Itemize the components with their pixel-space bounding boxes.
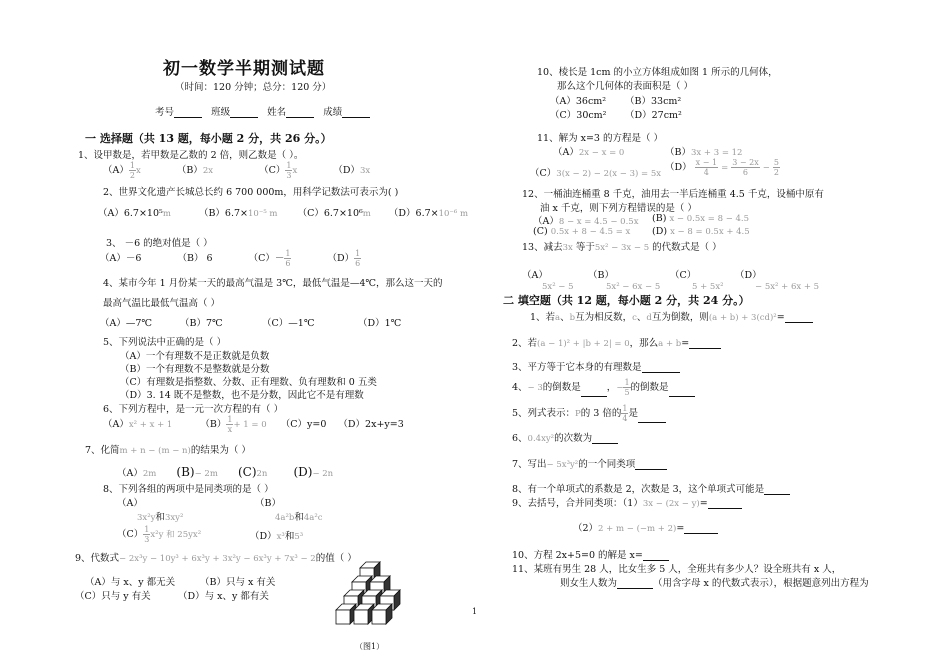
- math-expr: 3x + 3 = 12: [690, 148, 743, 158]
- cube: [354, 604, 374, 624]
- exam-info-fields: [155, 104, 370, 118]
- option-d-label: （D）: [333, 165, 360, 176]
- option-d-label: （D）2x+y=3: [338, 419, 404, 430]
- math-expr: 4a²c: [303, 513, 323, 523]
- stem-text: 的结果为（ ）: [190, 445, 251, 456]
- option-a-label: （A）: [103, 419, 129, 430]
- option-d-label: （D）6.7×: [388, 208, 439, 219]
- question-5-stem: 5、下列说法中正确的是（ ）: [103, 337, 227, 348]
- exam-subtitle: （时间：120 分钟；总分：120 分）: [175, 82, 332, 93]
- question-2-stem: 2、世界文化遗产长城总长约 6 700 000m，用科学记数法可表示为( ): [103, 187, 399, 198]
- score-blank[interactable]: [342, 107, 370, 118]
- question-7-stem: [85, 442, 251, 456]
- fill-question-8: 8、有一个单项式的系数是 2，次数是 3，这个单项式可能是: [512, 481, 790, 495]
- math-expr: x: [292, 166, 298, 176]
- page-title: 初一数学半期测试题: [163, 59, 325, 79]
- math-expr: + 1 = 0: [233, 420, 267, 430]
- math-expr: m + n − (m − n): [119, 446, 191, 456]
- math-expr: −: [762, 163, 770, 173]
- fraction: $\frac{1}{3}$: [286, 161, 292, 180]
- answer-blank[interactable]: [684, 523, 718, 534]
- math-expr: 4a²b: [275, 513, 295, 523]
- stem-text: 9、代数式: [75, 553, 120, 564]
- question-5-option-d: （D）3. 14 既不是整数，也不是分数，因此它不是有理数: [120, 390, 364, 401]
- answer-blank[interactable]: [785, 312, 813, 323]
- stem-text: 13、减去: [522, 242, 563, 253]
- option-a-label: （A）: [117, 498, 143, 509]
- question-6-stem: 6、下列方程中，是一元一次方程的有（ ）: [103, 404, 284, 415]
- math-expr: − 2m: [194, 469, 218, 479]
- fill-question-9-part2: （2）2 + m − (−m + 2)=: [573, 520, 718, 534]
- fraction: $\frac{x - 1}{4}$: [695, 158, 718, 177]
- question-3-stem: 3、 －6 的绝对值是（ ）: [106, 238, 213, 249]
- option-a-label: （A）: [522, 270, 548, 281]
- question-12-option-c: [533, 226, 630, 237]
- fraction: $\frac{5}{2}$: [773, 158, 779, 177]
- question-4-option-d: （D）1℃: [358, 318, 402, 329]
- option-d-label: （D）: [250, 531, 277, 542]
- question-7-options: [117, 465, 333, 479]
- question-13-options: [522, 267, 574, 292]
- question-12-option-b: [652, 213, 749, 224]
- fill-question-2: 2、若(a − 1)² + |b + 2| = 0，那么a + b=: [512, 335, 721, 349]
- math-expr: x: [135, 166, 141, 176]
- option-c-label: （C）: [670, 270, 697, 281]
- fill-question-1: 1、若a、b互为相反数，c、d互为倒数，则(a + b) + 3(cd)²=: [530, 309, 813, 323]
- fill-question-11-line1: 11、某班有男生 28 人，比女生多 5 人，全班共有多少人？设全班共有 x 人，: [512, 564, 842, 575]
- math-expr: x³: [276, 532, 285, 542]
- question-11-option-d: [665, 158, 780, 177]
- answer-blank[interactable]: [669, 386, 695, 397]
- option-c-label: （C）－: [248, 253, 285, 264]
- question-12-stem-line2: 油 x 千克，则下列方程错误的是（ ）: [540, 203, 697, 214]
- math-expr: 0.5x + 8 − 4.5 = x: [550, 227, 631, 237]
- option-d-label: （D）: [735, 270, 762, 281]
- question-13-stem: [522, 239, 722, 253]
- fraction: $\frac{1}{5}$: [624, 378, 630, 397]
- section-heading-fill: 二 填空题（共 12 题，每小题 2 分，共 24 分。）: [503, 294, 750, 307]
- answer-blank[interactable]: [581, 386, 607, 397]
- question-5-option-b: （B）一个有理数不是整数就是分数: [120, 364, 270, 375]
- question-4-stem-line2: 最高气温比最低气温高（ ）: [103, 298, 221, 309]
- question-9-option-c: （C）只与 y 有关: [75, 591, 151, 602]
- option-b-label: （B） 6: [177, 253, 213, 264]
- option-a-label: （A）6.7×10⁵: [98, 208, 163, 219]
- math-expr: 10⁻⁶ m: [438, 209, 469, 219]
- option-b-label: （B）: [588, 270, 614, 281]
- math-expr: 10⁻⁵ m: [248, 209, 278, 219]
- student-id-blank[interactable]: [174, 107, 202, 118]
- math-expr: 5x² − 5: [542, 282, 574, 292]
- question-9-stem: [75, 550, 357, 564]
- option-b-label: （B）6.7×: [198, 208, 249, 219]
- fraction: $\frac{1}{6}$: [285, 249, 291, 268]
- question-8-option-a: [117, 495, 183, 523]
- class-blank[interactable]: [230, 107, 258, 118]
- answer-blank[interactable]: [689, 338, 721, 349]
- question-5-option-c: （C）有理数是指整数、分数、正有理数、负有理数和 0 五类: [120, 377, 377, 388]
- and-text: 和: [284, 531, 295, 542]
- math-expr: − 2x³y − 10y³ + 6x³y + 3x²y − 6x³y + 7x³ − 2: [119, 554, 316, 564]
- fill-question-4: 4、− 3的倒数是 ，− $\frac{1}{5}$ 的倒数是: [512, 378, 695, 397]
- option-a-label: （A）: [103, 165, 129, 176]
- fill-question-7: 7、写出− 5x³y²的一个同类项: [512, 456, 667, 470]
- answer-blank[interactable]: [635, 459, 667, 470]
- answer-blank[interactable]: [708, 498, 742, 509]
- fraction: $\frac{1}{3}$: [144, 525, 150, 544]
- answer-blank[interactable]: [764, 484, 790, 495]
- question-10-option-c: （C）30cm²: [550, 110, 607, 121]
- fraction: $\frac{3 - 2x}{6}$: [732, 158, 759, 177]
- math-expr: 3x: [359, 166, 371, 176]
- question-2-options: [98, 205, 468, 219]
- question-9-option-d: （D）与 x、y 都有关: [178, 591, 269, 602]
- fraction: $\frac{1}{2}$: [129, 161, 135, 180]
- question-8-option-b: [255, 495, 323, 523]
- field-label: 班级: [211, 107, 231, 118]
- math-expr: 5x² − 6x − 5: [606, 282, 661, 292]
- option-d-label: (D): [293, 465, 313, 479]
- stem-text: 7、化简: [85, 445, 120, 456]
- fill-question-10: 10、方程 2x+5=0 的解是 x=: [512, 547, 669, 561]
- question-10-option-d: （D）27cm²: [625, 110, 682, 121]
- math-expr: 8 − x = 4.5 − 0.5x: [558, 217, 639, 227]
- question-10-stem-line2: 那么这个几何体的表面积是（ ）: [557, 81, 694, 92]
- option-d-label: （D）: [327, 253, 355, 264]
- question-1-stem: 1、设甲数是，若甲数是乙数的 2 倍，则乙数是（ ）。: [78, 150, 304, 161]
- section-heading-choice: 一 选择题（共 13 题，每小题 2 分，共 26 分。）: [85, 132, 332, 145]
- fill-question-9-part1: 9、去括号，合并同类项：（1）3x − (2x − y)=: [512, 495, 742, 509]
- question-11-option-c: [530, 165, 661, 179]
- math-expr: 2x − x = 0: [578, 148, 625, 158]
- option-b-label: (B): [176, 465, 195, 479]
- question-8-option-c: [117, 525, 201, 544]
- question-10-option-a: （A）36cm²: [550, 96, 607, 107]
- stem-text: 的值（ ）: [315, 553, 357, 564]
- question-9-option-b: （B）只与 x 有关: [200, 577, 276, 588]
- fill-question-11-line2: 则女生人数为 （用含字母 x 的代数式表示），根据题意列出方程为: [560, 578, 869, 589]
- math-expr: 3x²y: [137, 513, 156, 523]
- question-1-options: [103, 161, 370, 180]
- math-expr: 3x: [562, 243, 573, 253]
- math-expr: x − 8 = 0.5x + 4.5: [670, 227, 750, 237]
- field-label: 姓名: [267, 107, 287, 118]
- option-b-label: （B）: [255, 498, 281, 509]
- and-text: 和: [294, 512, 304, 523]
- option-b-label: （B）: [665, 147, 691, 158]
- question-13-option-d: [735, 267, 819, 292]
- question-8-stem: 8、下列各组的两项中是同类项的是（ ）: [103, 484, 274, 495]
- question-4-option-a: （A）—7℃: [100, 318, 153, 329]
- math-expr: 5x² − 3x − 5: [594, 243, 650, 253]
- answer-blank[interactable]: [638, 412, 666, 423]
- math-expr: 3(x − 2) − 2(x − 3) = 5x: [556, 169, 662, 179]
- math-expr: m: [162, 209, 171, 219]
- math-expr: x − 0.5x = 8 − 4.5: [669, 214, 750, 224]
- option-d-label: (D): [652, 226, 668, 237]
- fill-question-5: 5、列式表示：P的 3 倍的 $\frac{1}{4}$ 是: [512, 404, 666, 423]
- math-expr: m: [362, 209, 371, 219]
- and-text: 和: [155, 512, 165, 523]
- question-13-option-b: [588, 267, 660, 292]
- question-10-option-b: （B）33cm²: [625, 96, 682, 107]
- question-10-stem-line1: 10、棱长是 1cm 的小立方体组成如图 1 所示的几何体，: [537, 67, 778, 78]
- cube: [336, 604, 356, 624]
- field-label: 考号: [155, 107, 175, 118]
- option-b-label: (B): [652, 213, 667, 224]
- option-a-label: （A）－6: [100, 253, 142, 264]
- option-c-label: （C）y=0: [280, 419, 327, 430]
- question-3-options: [100, 249, 361, 268]
- option-c-label: （C）: [259, 165, 286, 176]
- math-expr: − 2n: [312, 469, 334, 479]
- figure-caption: （图1）: [355, 642, 385, 651]
- math-expr: 5 + 5x²: [692, 282, 724, 292]
- answer-blank[interactable]: [643, 550, 669, 561]
- question-12-option-a: [533, 213, 638, 227]
- question-11-option-a: [553, 144, 624, 158]
- question-12-stem-line1: 12、一桶油连桶重 8 千克，油用去一半后连桶重 4.5 千克，设桶中原有: [522, 189, 824, 200]
- math-expr: − 5x² + 6x + 5: [755, 282, 820, 292]
- option-c-label: （C）6.7×10⁶: [297, 208, 363, 219]
- answer-blank[interactable]: [642, 362, 680, 373]
- question-13-option-c: [670, 267, 724, 292]
- math-expr: 2n: [256, 469, 268, 479]
- math-expr: 5³: [294, 532, 304, 542]
- option-c-label: （C）: [117, 529, 144, 540]
- question-5-option-a: （A）一个有理数不是正数就是负数: [120, 351, 270, 362]
- cube: [372, 604, 392, 624]
- question-4-option-b: （B）7℃: [180, 318, 223, 329]
- fill-question-3: 3、平方等于它本身的有理数是: [512, 359, 680, 373]
- question-11-stem: 11、解为 x=3 的方程是（ ）: [537, 133, 664, 144]
- name-blank[interactable]: [286, 107, 314, 118]
- option-a-label: （A）: [553, 147, 579, 158]
- page-number: 1: [472, 607, 478, 616]
- fill-question-6: 6、0.4xy²的次数为: [512, 430, 618, 444]
- math-expr: 2m: [142, 469, 157, 479]
- cube-stack-figure: [330, 560, 420, 640]
- answer-blank[interactable]: [617, 578, 653, 589]
- question-6-options: [103, 415, 404, 434]
- option-b-label: （B）: [176, 165, 203, 176]
- stem-text: 的代数式是（ ）: [652, 242, 722, 253]
- option-c-label: （C）: [530, 168, 557, 179]
- option-b-label: （B）: [200, 419, 227, 430]
- math-expr: 3xy²: [164, 513, 184, 523]
- fraction: $\frac{1}{x}$: [227, 415, 233, 434]
- math-expr: x² + x + 1: [128, 420, 173, 430]
- option-c-label: (C): [237, 465, 257, 479]
- option-d-label: （D）: [665, 162, 692, 173]
- fraction: $\frac{1}{4}$: [622, 404, 628, 423]
- question-9-option-a: （A）与 x、y 都无关: [85, 577, 176, 588]
- math-expr: x²y 和 25yx²: [150, 530, 202, 540]
- option-a-label: （A）: [117, 468, 143, 479]
- question-4-option-c: （C）—1℃: [262, 318, 315, 329]
- option-a-label: （A）: [533, 216, 559, 227]
- math-expr: =: [721, 163, 729, 173]
- question-4-stem-line1: 4、某市今年 1 月份某一天的最高气温是 3℃，最低气温是—4℃，那么这一天的: [103, 278, 443, 289]
- fraction: $\frac{1}{6}$: [355, 249, 361, 268]
- field-label: 成绩: [323, 107, 343, 118]
- stem-text: 等于: [575, 242, 595, 253]
- question-8-option-d: [250, 528, 303, 542]
- question-11-option-b: [665, 144, 742, 158]
- option-c-label: (C): [533, 226, 548, 237]
- question-12-option-d: [652, 226, 750, 237]
- answer-blank[interactable]: [592, 433, 618, 444]
- math-expr: 2x: [202, 166, 214, 176]
